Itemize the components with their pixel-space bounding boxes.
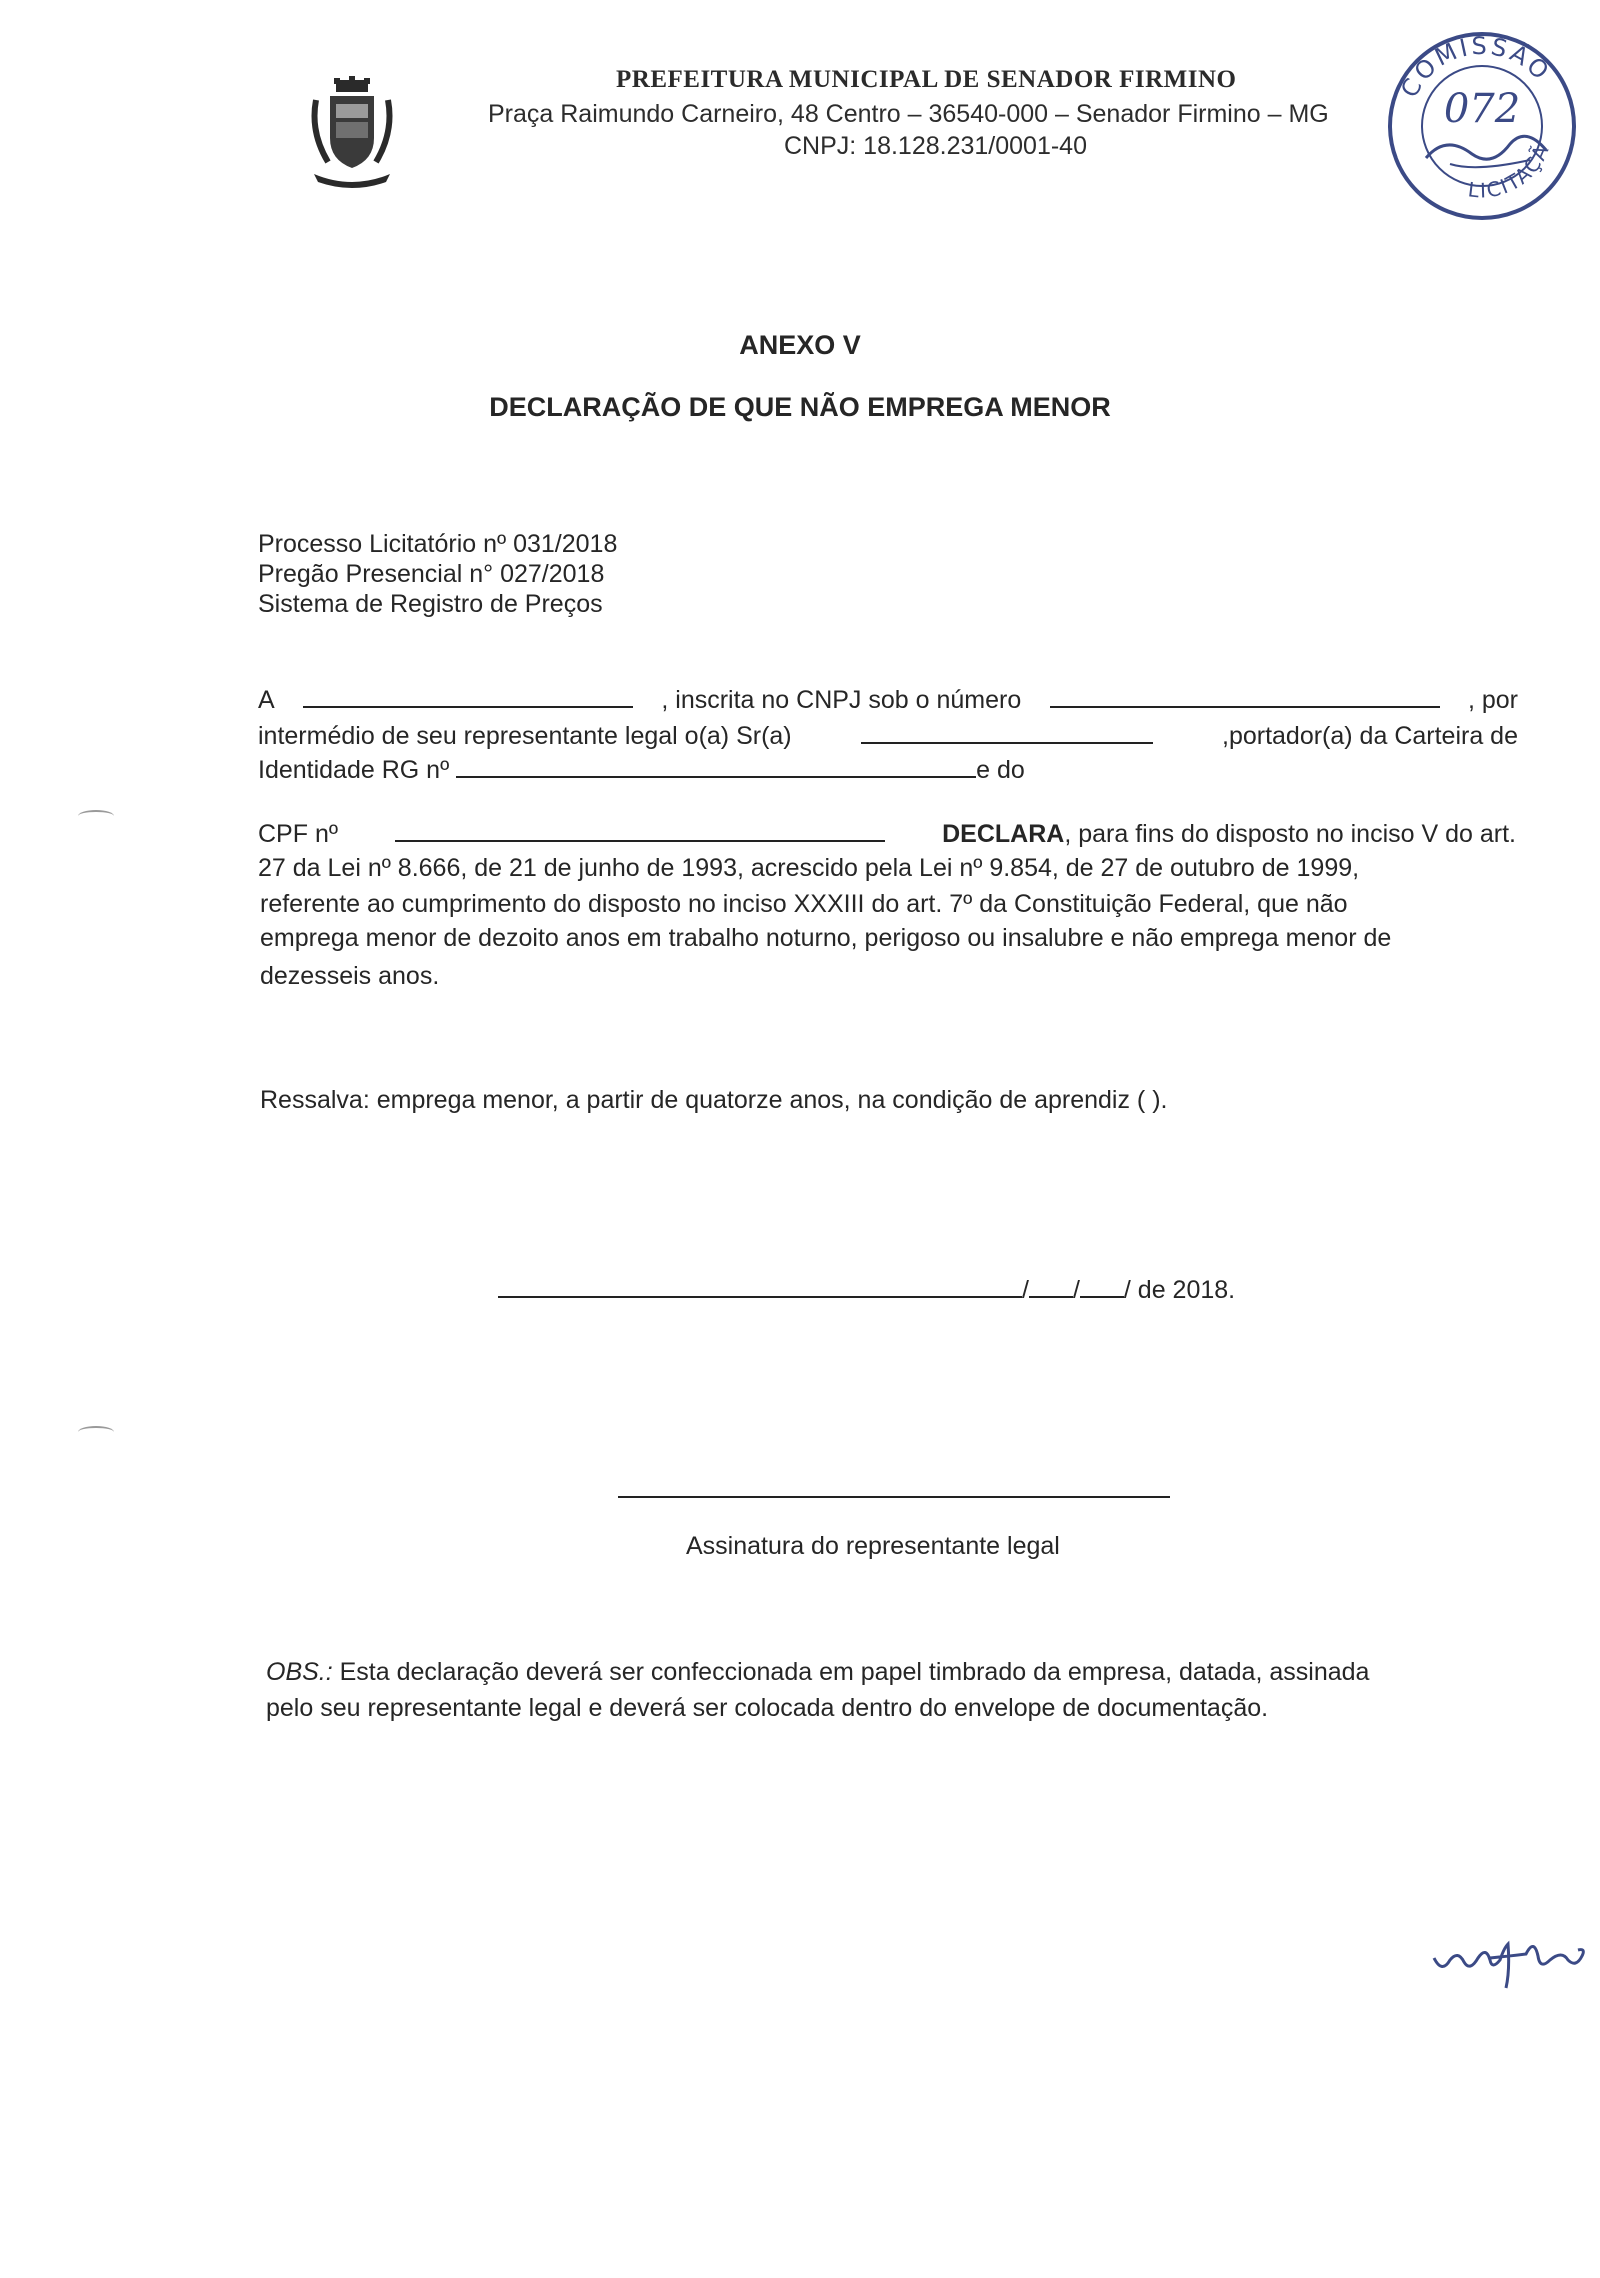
punch-mark-2	[78, 1426, 114, 1438]
handwritten-initials	[1430, 1930, 1590, 2000]
annex-subtitle: DECLARAÇÃO DE QUE NÃO EMPREGA MENOR	[489, 392, 1111, 422]
declaration-line-1	[258, 684, 1518, 715]
text-declara: DECLARA	[942, 820, 1065, 848]
declaration-line-4	[258, 818, 1516, 849]
obs-label: OBS.:	[266, 1658, 333, 1686]
day-blank	[1029, 1274, 1073, 1298]
date-line	[498, 1274, 1235, 1305]
text-cnpj: , inscrita no CNPJ sob o número	[661, 686, 1022, 714]
signature-label: Assinatura do representante legal	[686, 1532, 1060, 1560]
municipal-coat-of-arms-icon	[306, 76, 398, 188]
process-line-2: Pregão Presencial n° 027/2018	[258, 560, 605, 588]
header-title: PREFEITURA MUNICIPAL DE SENADOR FIRMINO	[616, 66, 1237, 93]
obs-text-1: Esta declaração deverá ser confeccionada em papel timbrado da empresa, datada, assinada	[332, 1658, 1370, 1686]
text-portador: ,portador(a) da Carteira de	[1222, 722, 1518, 750]
signature-line	[618, 1496, 1170, 1498]
rg-number-blank	[456, 754, 976, 778]
process-line-1: Processo Licitatório nº 031/2018	[258, 530, 618, 558]
commission-stamp	[1380, 26, 1584, 226]
declaration-line-8: dezesseis anos.	[260, 962, 440, 990]
stamp-bottom-text: LICITAÇÃ	[1466, 140, 1555, 203]
representative-name-blank	[861, 720, 1153, 744]
date-slash-1: /	[1022, 1276, 1029, 1304]
declaration-line-5: 27 da Lei nº 8.666, de 21 de junho de 1993, acrescido pela Lei nº 9.854, de 27 de outubro de 1999,	[258, 854, 1360, 882]
obs-line-1	[266, 1658, 1524, 1687]
place-blank	[498, 1274, 1022, 1298]
obs-line-2: pelo seu representante legal e deverá ser colocada dentro do envelope de documentação.	[266, 1694, 1269, 1722]
company-name-blank	[303, 684, 633, 708]
stamp-top-text: COMISSÃO	[1395, 31, 1557, 103]
text-por: , por	[1467, 686, 1518, 714]
date-slash-2: /	[1072, 1276, 1080, 1304]
text-e-do: e do	[976, 756, 1025, 784]
text-intermedio: intermédio de seu representante legal o(a) Sr(a)	[258, 722, 792, 750]
declaration-line-2	[258, 720, 1518, 751]
annex-title: ANEXO V	[739, 330, 861, 360]
header-address: Praça Raimundo Carneiro, 48 Centro – 36540-000 – Senador Firmino – MG	[488, 100, 1329, 128]
date-year: / de 2018.	[1123, 1276, 1236, 1304]
stamp-number: 072	[1443, 86, 1521, 132]
declaration-line-7: emprega menor de dezoito anos em trabalho noturno, perigoso ou insalubre e não emprega menor de	[260, 924, 1392, 952]
declaration-line-6: referente ao cumprimento do disposto no inciso XXXIII do art. 7º da Constituição Federal, que não	[260, 890, 1348, 918]
declaration-line-3	[258, 754, 1025, 785]
punch-mark-1	[78, 810, 114, 822]
text-para-fins: , para fins do disposto no inciso V do art.	[1064, 820, 1516, 848]
text-cpf: CPF nº	[258, 820, 338, 848]
cnpj-number-blank	[1050, 684, 1440, 708]
cpf-number-blank	[395, 818, 885, 842]
month-blank	[1080, 1274, 1124, 1298]
ressalva-text: Ressalva: emprega menor, a partir de quatorze anos, na condição de aprendiz ( ).	[260, 1086, 1168, 1114]
text-a: A	[258, 686, 275, 714]
text-rg: Identidade RG nº	[258, 756, 450, 784]
process-line-3: Sistema de Registro de Preços	[258, 590, 603, 618]
header-cnpj: CNPJ: 18.128.231/0001-40	[784, 132, 1087, 160]
